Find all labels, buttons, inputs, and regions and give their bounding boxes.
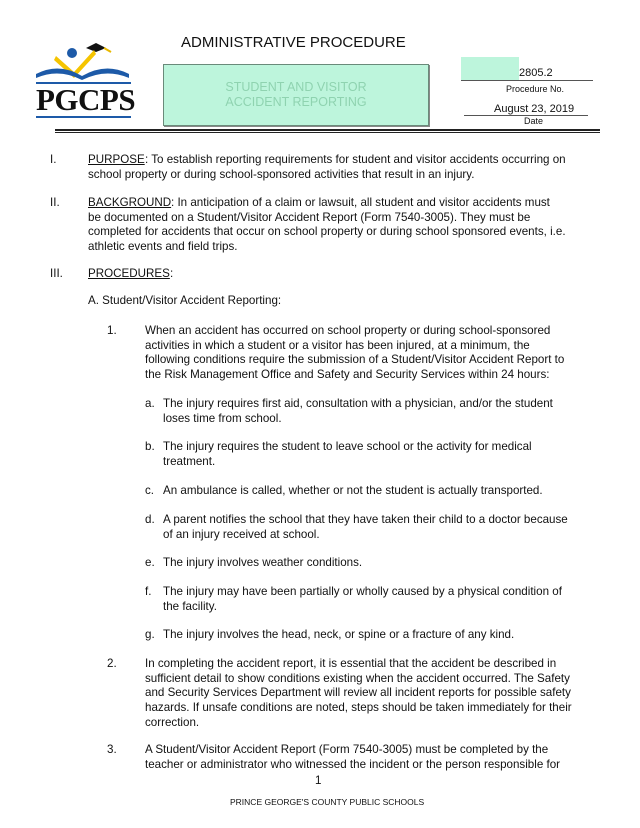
- section-line: : In anticipation of a claim or lawsuit, all student and visitor accidents must: [171, 196, 550, 209]
- paragraph-line: In completing the accident report, it is essential that the accident be described in: [145, 657, 557, 670]
- procedure-no-label: Procedure No.: [506, 84, 565, 94]
- divider: [461, 80, 593, 81]
- doc-type-heading: ADMINISTRATIVE PROCEDURE: [181, 34, 406, 51]
- paragraph-line: correction.: [145, 715, 200, 729]
- section-number: III.: [50, 267, 63, 280]
- paragraph-line: A Student/Visitor Accident Report (Form 7540-3005) must be completed by the: [145, 743, 549, 756]
- list-item-line: A parent notifies the school that they have taken their child to a doctor because: [163, 513, 568, 526]
- list-item-line: the facility.: [163, 599, 217, 613]
- list-item-line: An ambulance is called, whether or not the student is actually transported.: [163, 484, 543, 497]
- paragraph-number: 1.: [107, 324, 117, 337]
- date-label: Date: [524, 116, 544, 126]
- list-item-line: The injury may have been partially or wholly caused by a physical condition of: [163, 585, 562, 598]
- paragraph-number: 3.: [107, 743, 117, 756]
- list-item-number: c.: [145, 484, 155, 497]
- list-item-line: of an injury received at school.: [163, 527, 320, 541]
- section-line: completed for accidents that occur on school property or during school sponsored events, i.e.: [88, 225, 566, 239]
- header-rule: [55, 129, 600, 131]
- section-line: school property or during school-sponsored activities that result in an injury.: [88, 167, 475, 181]
- subsection-heading: A. Student/Visitor Accident Reporting:: [88, 294, 282, 307]
- header-rule: [55, 132, 600, 133]
- section-line: be documented on a Student/Visitor Accident Report (Form 7540-3005). They must be: [88, 210, 531, 224]
- list-item-number: d.: [145, 513, 155, 526]
- list-item-line: treatment.: [163, 454, 216, 468]
- section-heading: BACKGROUND: [88, 196, 172, 209]
- paragraph-line: sufficient detail to show conditions existing when the accident occurred. The Safety: [145, 671, 570, 685]
- title-line-1: STUDENT AND VISITOR: [225, 80, 367, 94]
- footer-org: PRINCE GEORGE'S COUNTY PUBLIC SCHOOLS: [230, 797, 425, 807]
- paragraph-line: teacher or administrator who witnessed the incident or the person responsible for: [145, 757, 561, 771]
- procedure-number: 2805.2: [519, 67, 553, 79]
- paragraph-line: hazards. If unsafe conditions are noted, steps should be taken immediately for their: [145, 701, 572, 715]
- paragraph-line: and Security Services Department will review all incident reports for possible safety: [145, 686, 571, 700]
- pgcps-logo: [34, 38, 134, 118]
- list-item-line: The injury requires the student to leave school or the activity for medical: [163, 440, 532, 453]
- paragraph-line: following conditions require the submission of a Student/Visitor Accident Report to: [145, 353, 565, 367]
- procedure-title-box: [163, 64, 429, 126]
- list-item-line: loses time from school.: [163, 411, 282, 425]
- procedure-no-highlight: [461, 57, 519, 80]
- page-number: 1: [315, 774, 322, 787]
- section-heading-suffix: :: [170, 267, 174, 280]
- list-item-number: a.: [145, 397, 155, 410]
- list-item-line: The injury involves weather conditions.: [163, 556, 363, 569]
- title-line-2: ACCIDENT REPORTING: [225, 95, 367, 109]
- section-line: : To establish reporting requirements for student and visitor accidents occurring on: [145, 153, 566, 166]
- section-heading: PURPOSE: [88, 153, 145, 166]
- section-number: II.: [50, 196, 60, 209]
- procedure-date: August 23, 2019: [494, 103, 575, 115]
- list-item-number: b.: [145, 440, 155, 453]
- list-item-line: The injury involves the head, neck, or spine or a fracture of any kind.: [163, 628, 515, 641]
- paragraph-line: When an accident has occurred on school property or during school-sponsored: [145, 324, 551, 337]
- section-number: I.: [50, 153, 57, 166]
- list-item-number: f.: [145, 585, 152, 598]
- section-line: athletic events and field trips.: [88, 240, 238, 254]
- list-item-number: g.: [145, 628, 155, 641]
- paragraph-line: the Risk Management Office and Safety and Security Services within 24 hours:: [145, 368, 550, 382]
- paragraph-number: 2.: [107, 657, 117, 670]
- paragraph-line: activities in which a student or a visitor has been injured, at a minimum, the: [145, 338, 530, 352]
- section-heading: PROCEDURES: [88, 267, 170, 280]
- list-item-number: e.: [145, 556, 155, 569]
- logo-text: PGCPS: [36, 82, 136, 117]
- list-item-line: The injury requires first aid, consultation with a physician, and/or the student: [163, 397, 553, 410]
